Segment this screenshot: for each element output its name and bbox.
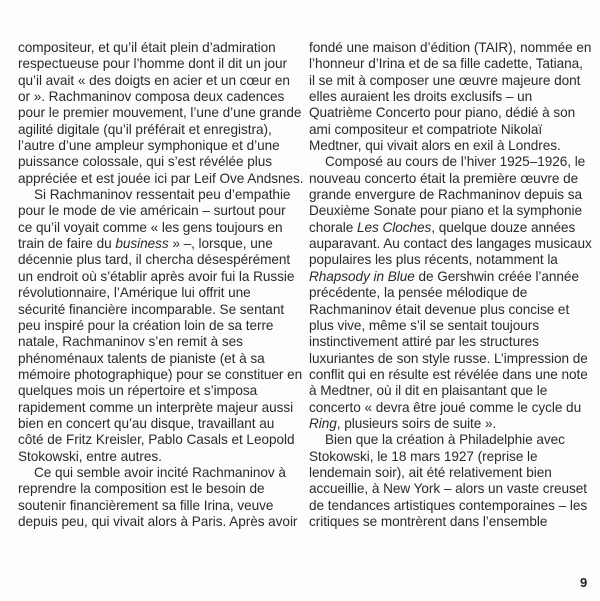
text-line: instinctivement attiré par les structures [309,334,539,350]
text-line: un endroit où s’établir après avoir fui la Russie [18,268,295,284]
text-line: plus vive, même s’il se sentait toujours [309,317,539,333]
text-line: précédente, la pensée mélodique de [309,285,528,301]
text-run: , quelque douze années [431,219,576,235]
text-line: l’autre d’une ampleur symphonique et d’une [18,138,280,154]
page-number: 9 [580,575,588,590]
text-line: concerto « devra être joué comme le cycle du [309,399,582,415]
text-run: » –, lorsque, une [168,236,273,252]
text-run: , plusieurs soirs de suite ». [336,415,497,431]
text-line: elles auraient les droits exclusifs – un [309,89,533,105]
text-line: qu’il avait « des doigts en acier et un cœur en [18,72,290,88]
text-line: rapidement comme un interprète majeur aussi [18,399,294,415]
text-line: pour le premier mouvement, l’une d’une grande [18,105,302,121]
paragraph-first-line: Bien que la création à Philadelphie avec [325,432,565,448]
text-line: mémoire photographique) pour se constituer en [18,366,303,382]
italic-title: Rhapsody in Blue [309,268,415,284]
text-line: révolutionnaire, l’Amérique lui offrit une [18,285,251,301]
text-line: puissance colossale, qui s’est révélée plus [18,154,273,170]
paragraph-first-line: Composé au cours de l’hiver 1925–1926, le [325,154,586,170]
text-line: décennie plus tard, il chercha désespérément [18,252,291,268]
text-run: de Gershwin créée l’année [414,268,579,284]
text-line: Stokowski, entre autres. [18,448,162,464]
text-run: train de faire du [18,236,116,252]
text-line: Rachmaninov était devenue plus concise et [309,301,570,317]
text-run: chorale [309,219,357,235]
text-line: critiques se montrèrent dans l’ensemble [309,513,548,529]
text-line: nouveau concerto était la première œuvre de [309,170,579,186]
text-line: sécurité financière incomparable. Se sentant [18,301,285,317]
text-line: quelques mois un répertoire et s’imposa [18,383,258,399]
text-column-right [309,40,599,530]
text-line: bien en concert qu’au disque, travaillant au [18,415,275,431]
text-line: or ». Rachmaninov composa deux cadences [18,89,285,105]
text-line: natale, Rachmaninov s’en remit à ses [18,334,243,350]
text-line: ami compositeur et compatriote Nikolaï [309,121,543,137]
italic-title: Ring [309,415,337,431]
text-line: compositeur, et qu’il était plein d’admiration [18,40,276,55]
text-line: reprendre la composition est le besoin de [18,481,265,497]
text-line [309,269,599,285]
text-line: grande envergure de Rachmaninov depuis sa [309,187,583,203]
text-line [309,220,599,236]
text-line: de tendances artistiques contemporaines – les [309,497,588,513]
text-line: il se mit à composer une œuvre majeure dont [309,72,581,88]
text-line: lendemain soir), ait été relativement bien [309,464,552,480]
text-line: côté de Fritz Kreisler, Pablo Casals et Leopold [18,432,295,448]
text-line: Quatrième Concerto pour piano, dédié à son [309,105,576,121]
text-line: populaires les plus récents, notamment la [309,252,558,268]
text-column-left [18,40,308,530]
text-line: appréciée et est jouée ici par Leif Ove Andsnes. [18,170,304,186]
text-line: auparavant. Au contact des langages musicaux [309,236,592,252]
text-line: phénoménaux talents de pianiste (et à sa [18,350,265,366]
text-line: ce qu’il voyait comme « les gens toujours en [18,219,283,235]
text-line: pour le mode de vie américain – surtout pour [18,203,286,219]
text-line: à Medtner, où il dit en plaisantant que le [309,383,548,399]
text-line [18,236,308,252]
italic-title: business [115,236,169,252]
text-line [309,416,599,432]
text-line: conflit qui en résulte est révélée dans une note [309,366,588,382]
text-line: peu inspiré pour la création loin de sa terre [18,317,274,333]
text-line: Deuxième Sonate pour piano et la symphonie [309,203,582,219]
text-line: Medtner, qui vivait alors en exil à Londres. [309,138,561,154]
text-line: Stokowski, le 18 mars 1927 (reprise le [309,448,538,464]
text-line: soutenir financièrement sa fille Irina, veuve [18,497,274,513]
text-line: fondé une maison d’édition (TAIR), nommée en [309,40,592,55]
text-line: l’honneur d’Irina et de sa fille cadette, Tatiana, [309,56,583,72]
paragraph-first-line: Si Rachmaninov ressentait peu d’empathie [34,187,291,203]
text-line: respectueuse pour l’homme dont il dit un jour [18,56,288,72]
italic-title: Les Cloches [356,219,432,235]
text-line: depuis peu, qui vivait alors à Paris. Après avoir [18,513,298,529]
text-line: accueillie, à New York – alors un vaste creuset [309,481,587,497]
text-line: luxuriantes de son style russe. L’impression de [309,350,588,366]
paragraph-first-line: Ce qui semble avoir incité Rachmaninov à [34,464,286,480]
text-line: agilité digitale (qu’il préférait et enregistra), [18,121,272,137]
